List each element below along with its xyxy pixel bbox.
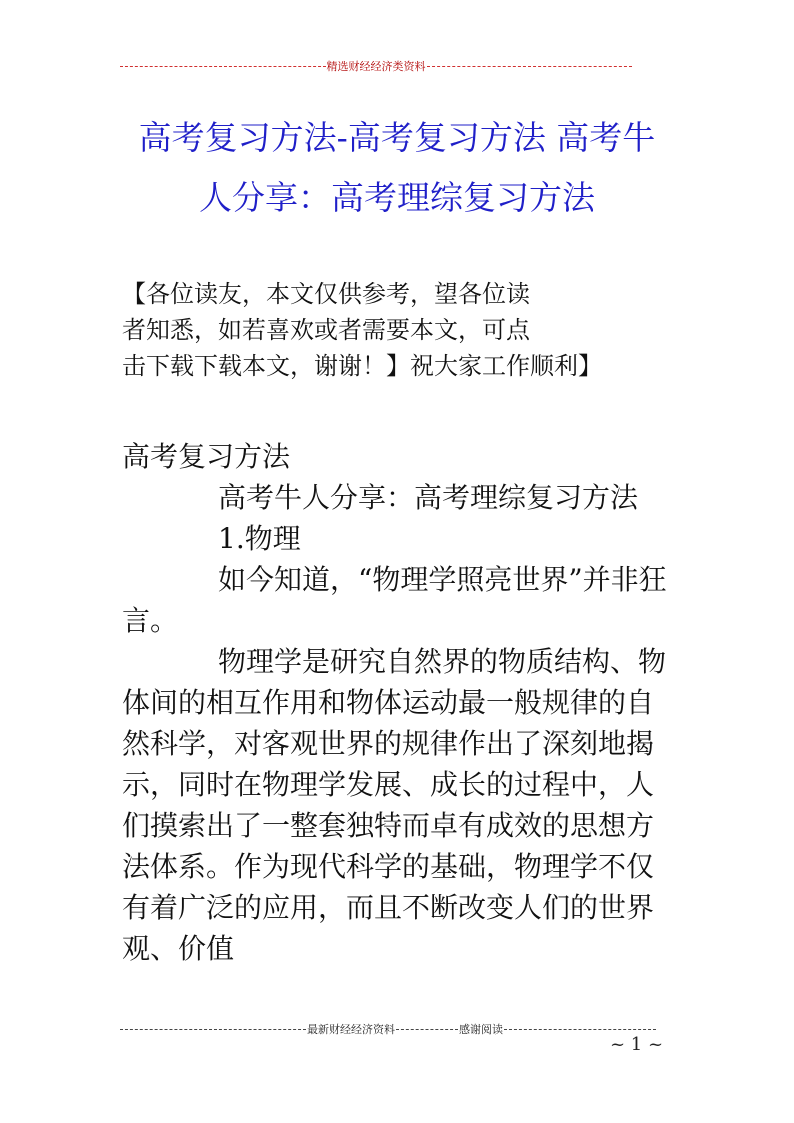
header-dash-right — [427, 66, 633, 67]
document-title — [100, 108, 694, 228]
footer-dash-middle — [396, 1029, 458, 1030]
notice-line-1: 【各位读友，本文仅供参考，望各位读 — [122, 280, 530, 308]
footer-dash-left — [120, 1029, 306, 1030]
notice-line-3: 击下载下载本文，谢谢！】祝大家工作顺利】 — [122, 352, 602, 380]
header-dash-left — [120, 66, 326, 67]
footer-dash-right — [504, 1029, 656, 1030]
title-line-1: 高考复习方法-高考复习方法 高考牛 — [138, 118, 656, 157]
notice-line-2: 者知悉，如若喜欢或者需要本文，可点 — [122, 316, 530, 344]
section-heading: 高考复习方法 — [122, 440, 291, 473]
header-rule — [120, 58, 632, 74]
footer-left-label: 最新财经经济资料 — [307, 1023, 395, 1036]
title-line-2: 人分享：高考理综复习方法 — [199, 178, 595, 217]
page-number: ~ 1 ~ — [610, 1034, 664, 1055]
body-paragraph: 物理学是研究自然界的物质结构、物体间的相互作用和物体运动最一般规律的自然科学，对客观世界的规律作出了深刻地揭示，同时在物理学发展、成长的过程中，人们摸索出了一整套独特而卓有成效的思想方法体系。作为现代科学的基础，物理学不仅有着广泛的应用，而且不断改变人们的世界观、价值 — [122, 645, 667, 965]
article-subtitle: 高考牛人分享：高考理综复习方法 — [218, 481, 639, 514]
subsection-heading-physics: 1.物理 — [218, 522, 301, 555]
footer-rule — [120, 1021, 656, 1037]
footer-right-label: 感谢阅读 — [459, 1023, 503, 1036]
header-label: 精选财经经济类资料 — [326, 60, 426, 73]
reader-notice — [122, 276, 682, 384]
body-paragraph: 如今知道，“物理学照亮世界”并非狂言。 — [122, 563, 667, 637]
document-body — [122, 436, 674, 969]
